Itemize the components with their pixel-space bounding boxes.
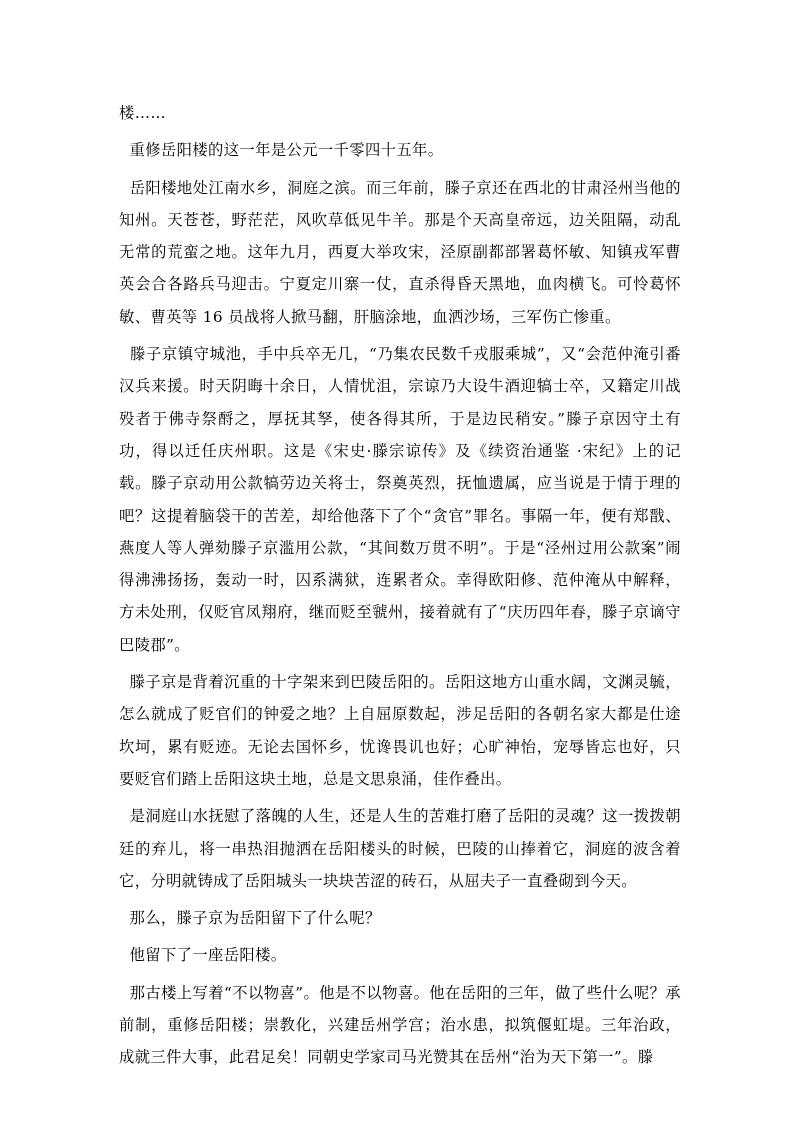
paragraph: 是洞庭山水抚慰了落魄的人生，还是人生的苦难打磨了岳阳的灵魂？这一拨拨朝廷的弃儿，将一串热泪抛洒在岳阳楼头的时候，巴陵的山捧着它，洞庭的波含着它，分明就铸成了岳阳城头一块块苦涩的砖石，从屈夫子一直叠砌到今天。: [119, 807, 681, 890]
paragraph: 滕子京是背着沉重的十字架来到巴陵岳阳的。岳阳这地方山重水阔，文渊灵毓，怎么就成了贬官们的钟爱之地？上自屈原数起，涉足岳阳的各朝名家大都是仕途坎坷，累有贬迹。无论去国怀乡，忧谗畏讥也好；心旷神怡，宠辱皆忘也好，只要贬官们踏上岳阳这块土地，总是文思泉涌，佳作叠出。: [119, 673, 681, 788]
paragraph: 楼……: [119, 104, 167, 122]
paragraph: 那古楼上写着“不以物喜”。他是不以物喜。他在岳阳的三年，做了些什么呢？承前制，重修岳阳楼；崇教化，兴建岳州学宫；治水患，拟筑偃虹堤。三年治政，成就三件大事，此君足矣！同朝史学家司马光赞其在岳州“治为天下第一”。滕: [119, 983, 682, 1067]
paragraph: 那么，滕子京为岳阳留下了什么呢？: [119, 909, 381, 928]
article-body: [119, 97, 681, 1079]
paragraph: 滕子京镇守城池，手中兵卒无几，“乃集农民数千戎服乘城”，又“会范仲淹引番汉兵来援。时天阴晦十余日，人情忧沮，宗谅乃大设牛酒迎犒士卒，又籍定川战殁者于佛寺祭酹之，厚抚其孥，使各得其所，于是边民稍安。”滕子京因守土有功，得以迁任庆州职。这是《宋史·滕宗谅传》及《续资治通鉴 ·宋纪》上的记载。滕子京动用公款犒劳边关将士，祭奠英烈，抚恤遗属，应当说是于情于理的吧？这提着脑袋干的苦差，却给他落下了个“贪官”罪名。事隔一年，便有郑戬、燕度人等人弹劾滕子京滥用公款，“其间数万贯不明”。于是“泾州过用公款案”闹得沸沸扬扬，轰动一时，囚系满狱，连累者众。幸得欧阳修、范仲淹从中解释，方未处刑，仅贬官凤翔府，继而贬至虢州，接着就有了“庆历四年春，滕子京谪守巴陵郡”。: [119, 345, 681, 654]
paragraph: 他留下了一座岳阳楼。: [119, 946, 287, 965]
paragraph: 重修岳阳楼的这一年是公元一千零四十五年。: [119, 141, 444, 160]
paragraph: 岳阳楼地处江南水乡，洞庭之滨。而三年前，滕子京还在西北的甘肃泾州当他的知州。天苍苍，野茫茫，风吹草低见牛羊。那是个天高皇帝远，边关阻隔，动乱无常的荒蛮之地。这年九月，西夏大举攻宋，泾原副都部署葛怀敏、知镇戎军曹英会合各路兵马迎击。宁夏定川寨一仗，直杀得昏天黑地，血肉横飞。可怜葛怀敏、曹英等 16 员战将人掀马翻，肝脑涂地，血洒沙场，三军伤亡惨重。: [119, 178, 681, 326]
